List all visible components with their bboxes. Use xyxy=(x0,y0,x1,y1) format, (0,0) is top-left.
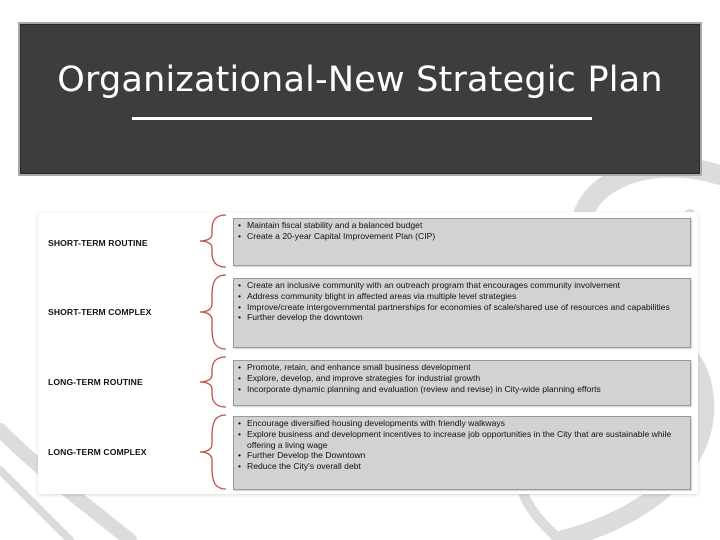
row-label: SHORT-TERM ROUTINE xyxy=(48,238,148,248)
brace-icon xyxy=(188,354,228,410)
plan-row-long-term-routine xyxy=(38,354,698,410)
bullet-item: • Address community blight in affected areas via multiple level strategies xyxy=(238,291,686,302)
row-label: LONG-TERM COMPLEX xyxy=(48,447,147,457)
bullet-item: • Promote, retain, and enhance small business development xyxy=(238,362,686,373)
strategic-plan-diagram xyxy=(38,212,698,494)
bullet-item: • Further Develop the Downtown xyxy=(238,450,686,461)
title-banner xyxy=(18,22,702,176)
bullet-item: • Further develop the downtown xyxy=(238,312,686,323)
row-label: LONG-TERM ROUTINE xyxy=(48,377,143,387)
row-label: SHORT-TERM COMPLEX xyxy=(48,307,152,317)
plan-row-short-term-complex xyxy=(38,272,698,352)
bullet-item: • Create a 20-year Capital Improvement Plan (CIP) xyxy=(238,231,686,242)
row-details-box xyxy=(233,278,691,348)
plan-row-short-term-routine xyxy=(38,212,698,270)
bullet-item: • Reduce the City's overall debt xyxy=(238,461,686,472)
bullet-item: • Encourage diversified housing developments with friendly walkways xyxy=(238,418,686,429)
plan-row-long-term-complex xyxy=(38,412,698,492)
bullet-item: • Explore, develop, and improve strategies for industrial growth xyxy=(238,373,686,384)
title-underline xyxy=(132,117,592,120)
bullet-item: • Improve/create intergovernmental partnerships for economies of scale/shared use of resources and capabilities xyxy=(238,302,686,313)
row-details-box xyxy=(233,218,691,266)
bullet-item: • Create an inclusive community with an outreach program that encourages community involvement xyxy=(238,280,686,291)
brace-icon xyxy=(188,212,228,270)
brace-icon xyxy=(188,412,228,492)
bullet-item: • Maintain fiscal stability and a balanced budget xyxy=(238,220,686,231)
brace-icon xyxy=(188,272,228,352)
bullet-item: • Incorporate dynamic planning and evaluation (review and revise) in City-wide planning efforts xyxy=(238,384,686,395)
row-details-box xyxy=(233,360,691,406)
slide-title: Organizational-New Strategic Plan xyxy=(57,60,663,100)
row-details-box xyxy=(233,416,691,490)
bullet-item: • Explore business and development incentives to increase job opportunities in the City that are sustainable while offering a living wage xyxy=(238,429,686,451)
